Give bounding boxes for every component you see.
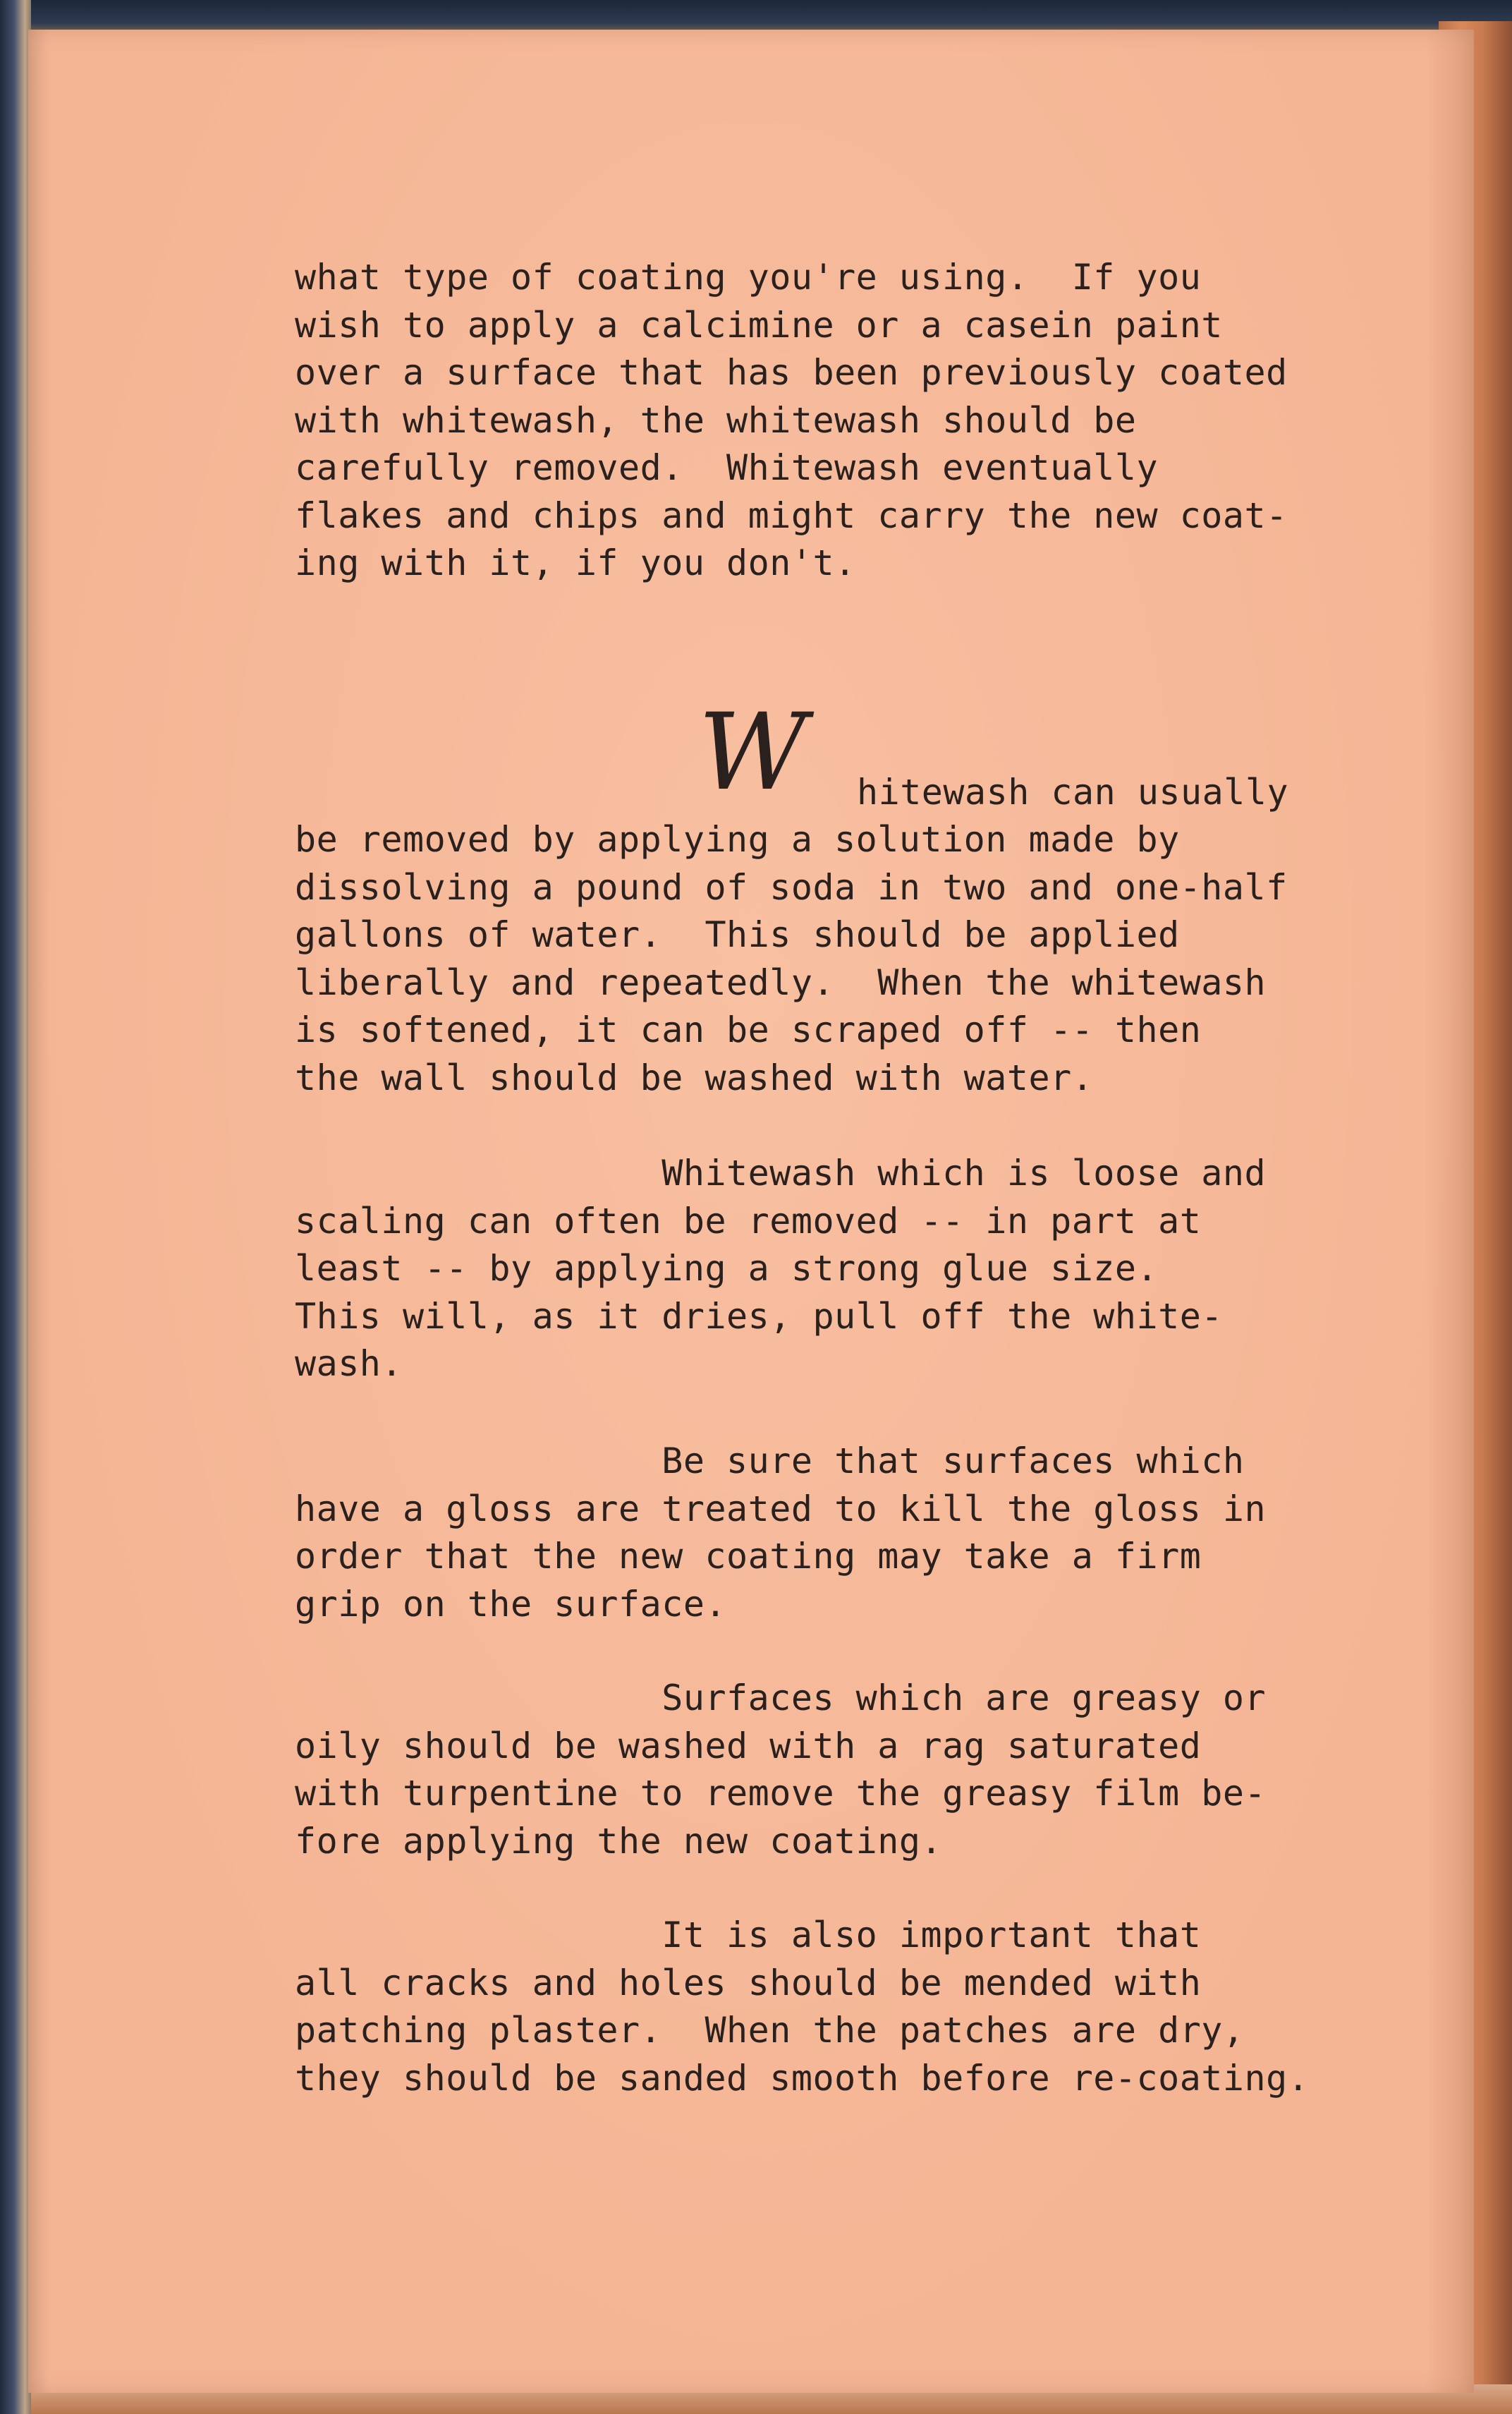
text-line: oily should be washed with a rag saturated — [295, 1725, 1202, 1766]
text-line: dissolving a pound of soda in two and one-half — [295, 866, 1288, 908]
text-line: all cracks and holes should be mended with — [295, 1962, 1202, 2003]
text-line: flakes and chips and might carry the new coat- — [295, 495, 1288, 536]
text-line: carefully removed. Whitewash eventually — [295, 447, 1159, 488]
paragraph-loose-whitewash — [295, 1150, 1451, 1388]
text-line: the wall should be washed with water. — [295, 1057, 1094, 1098]
paragraph-whitewash-removal — [295, 816, 1451, 1102]
text-line: Whitewash which is loose and — [295, 1153, 1267, 1194]
text-line: ing with it, if you don't. — [295, 542, 856, 583]
text-line: least -- by applying a strong glue size. — [295, 1248, 1159, 1289]
text-line: what type of coating you're using. If you — [295, 257, 1202, 298]
paragraph-cracks-holes — [295, 1912, 1451, 2102]
text-line: wash. — [295, 1343, 403, 1384]
text-line: This will, as it dries, pull off the white- — [295, 1295, 1223, 1337]
text-line: over a surface that has been previously coated — [295, 352, 1288, 393]
text-line: It is also important that — [295, 1915, 1202, 1955]
paragraph-coating-intro — [295, 254, 1451, 588]
text-line: patching plaster. When the patches are dry, — [295, 2010, 1245, 2051]
text-line: Be sure that surfaces which — [295, 1440, 1245, 1481]
text-line: with turpentine to remove the greasy film be- — [295, 1773, 1267, 1814]
book-binding — [0, 0, 31, 2414]
text-line: scaling can often be removed -- in part at — [295, 1200, 1202, 1242]
paragraph-gloss-surfaces — [295, 1438, 1451, 1628]
text-line: Surfaces which are greasy or — [295, 1678, 1267, 1718]
text-line: gallons of water. This should be applied — [295, 914, 1180, 955]
text-line: liberally and repeatedly. When the whitewash — [295, 962, 1267, 1003]
paragraph-greasy-surfaces — [295, 1675, 1451, 1865]
text-line: is softened, it can be scraped off -- then — [295, 1009, 1202, 1050]
book-page — [28, 30, 1474, 2393]
book-cover-top-edge — [0, 0, 1512, 32]
text-line: grip on the surface. — [295, 1583, 727, 1625]
text-line: wish to apply a calcimine or a casein paint — [295, 304, 1223, 346]
text-line: they should be sanded smooth before re-coating. — [295, 2057, 1310, 2099]
text-line: fore applying the new coating. — [295, 1820, 943, 1862]
text-line: order that the new coating may take a firm — [295, 1536, 1202, 1577]
decorative-initial-letter: W — [698, 691, 807, 814]
text-line: be removed by applying a solution made by — [295, 819, 1180, 860]
text-line: have a gloss are treated to kill the gloss in — [295, 1488, 1267, 1529]
text-line: with whitewash, the whitewash should be — [295, 399, 1137, 441]
initial-line-rest: hitewash can usually — [857, 772, 1289, 813]
